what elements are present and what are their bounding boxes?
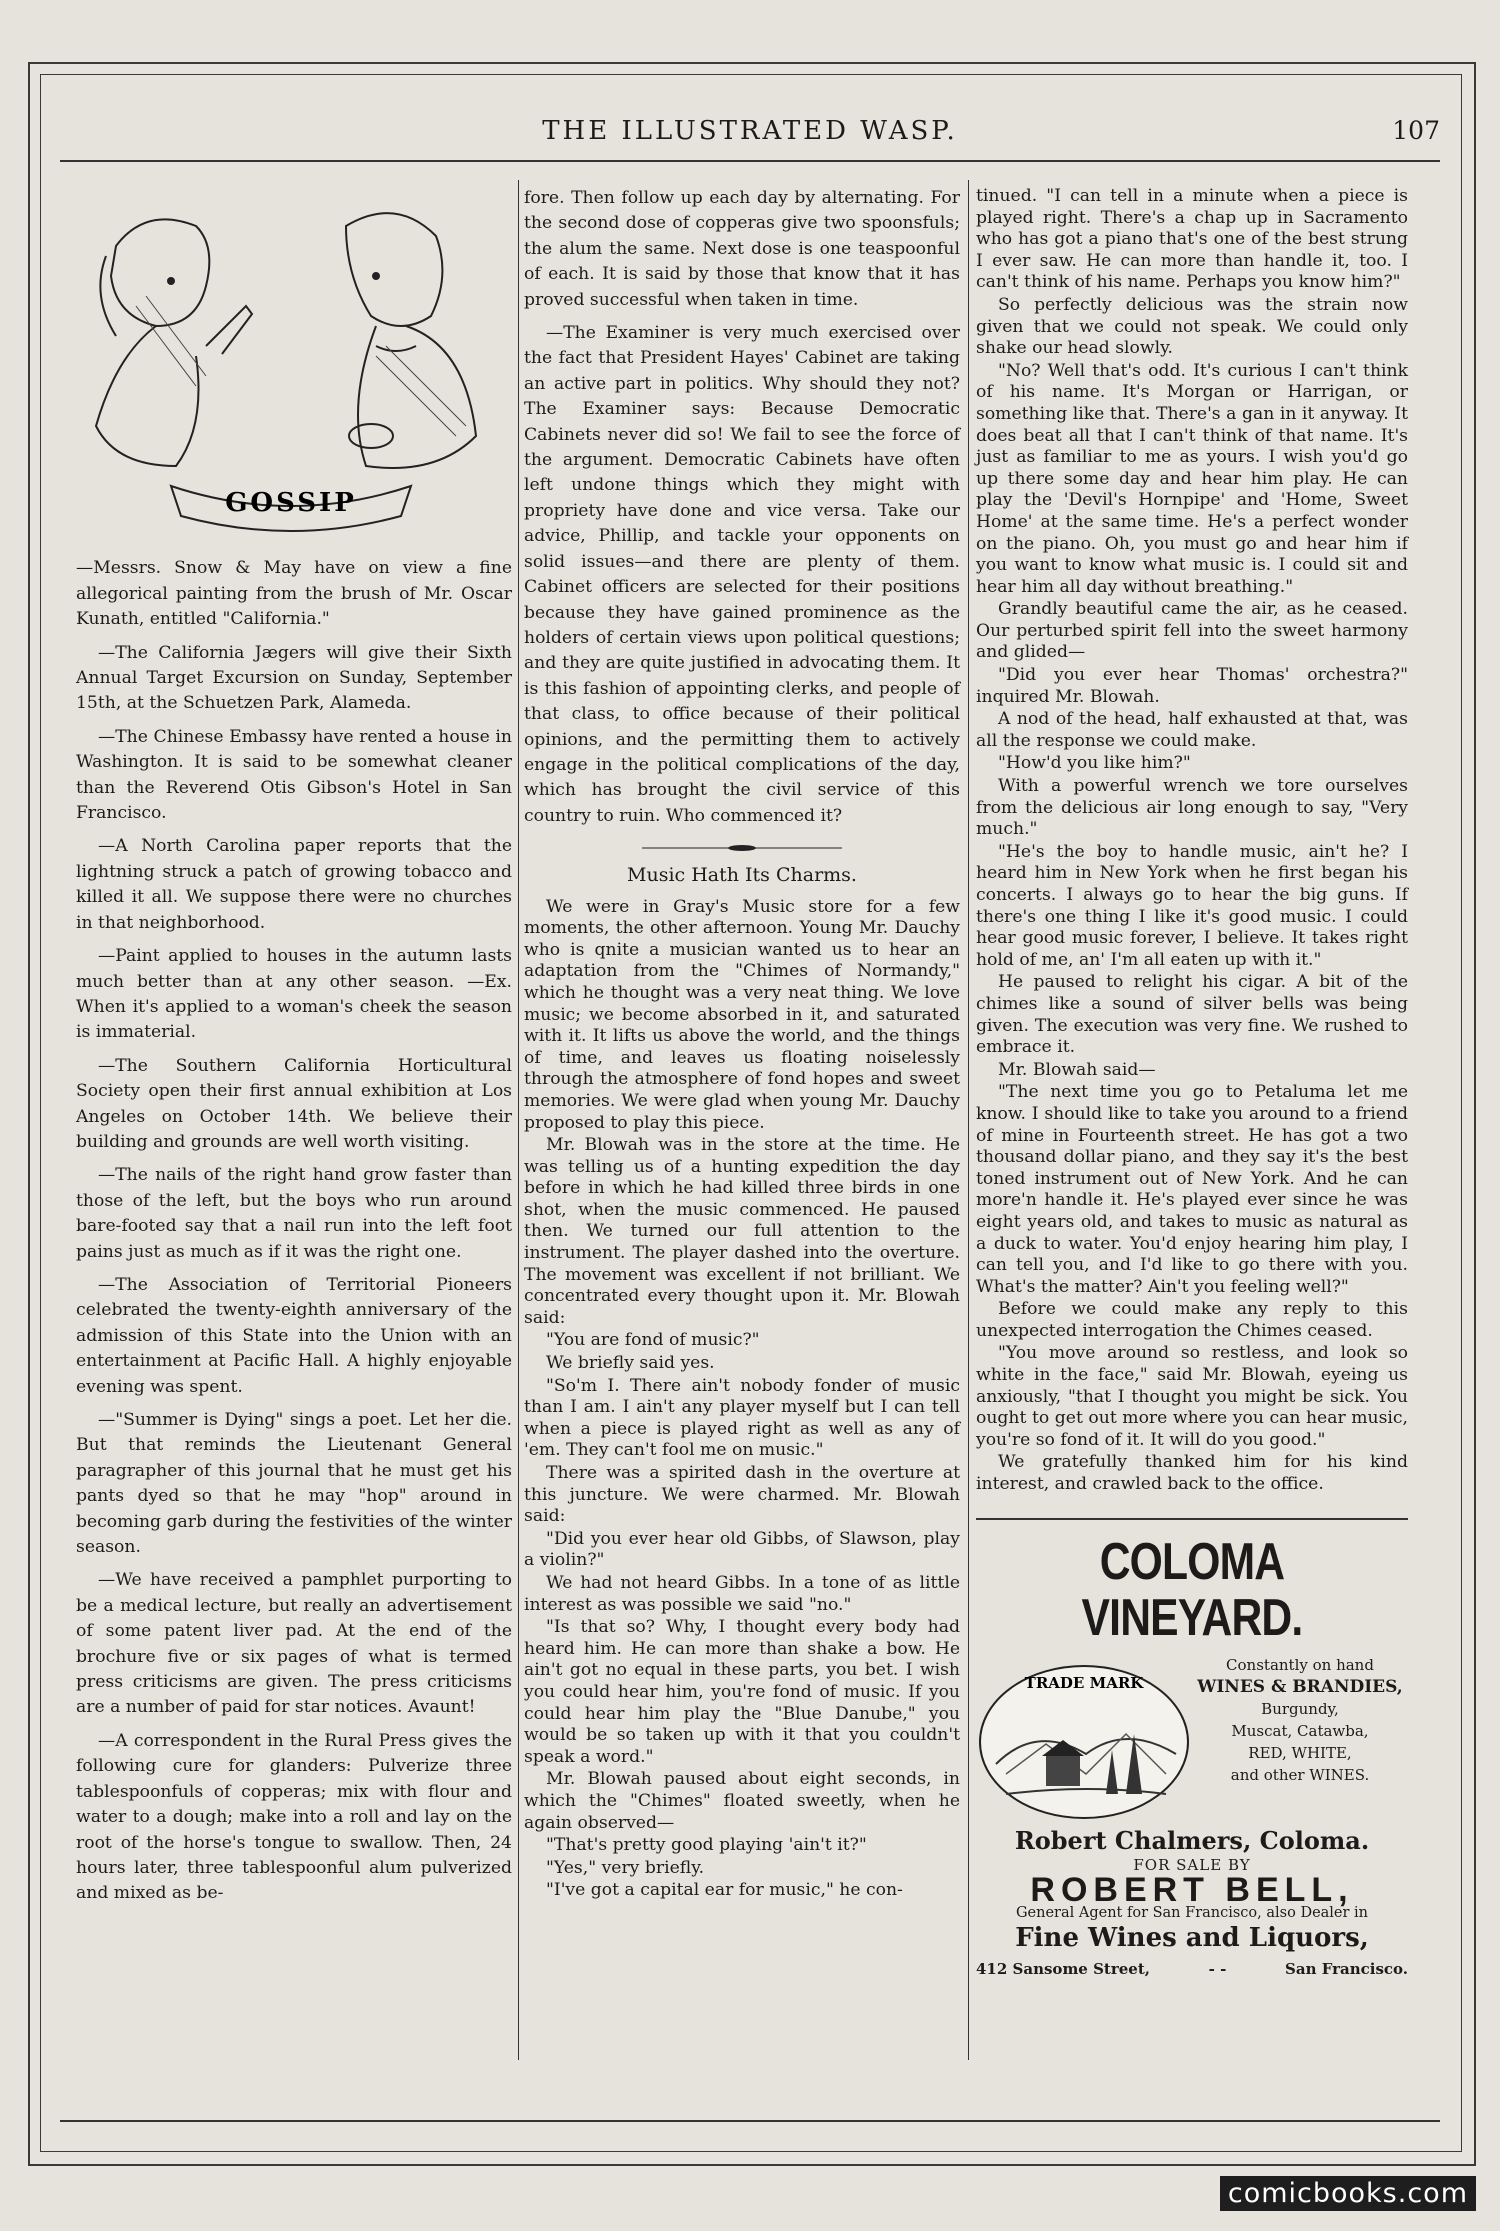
page-header — [60, 112, 1440, 152]
paragraph: We gratefully thanked him for his kind interest, and crawled back to the office. — [976, 1452, 1408, 1495]
ad-for-sale: FOR SALE BY — [1133, 1856, 1251, 1875]
paragraph: We briefly said yes. — [546, 1353, 715, 1374]
gossip-illustration — [76, 186, 506, 542]
paragraph: —The Association of Territorial Pioneers celebrated the twenty-eighth anniversary of the admission of this State into the Union with an entertainment at Pacific Hall. A highly enjoyable evening was spent. — [76, 1274, 512, 1397]
paragraph: "How'd you like him?" — [998, 753, 1191, 774]
paragraph: —We have received a pamphlet purporting to be a medical lecture, but really an advertisement of some patent liver pad. At the end of the brochure five or six pages of what is termed press criticisms are given. The press criticisms are a number of paid for star notices. Avaunt! — [76, 1570, 512, 1718]
ad-burgundy: Burgundy, — [1261, 1699, 1339, 1718]
paragraph: "No? Well that's odd. It's curious I can't think of his name. It's Morgan or Harrigan, or something like that. There's a gan in it anyway. It does beat all that I can't think of that name. It's just as familiar to me as yours. I wish you'd go up there some day and hear him play. He can play the 'Devil's Hornpipe' and 'Home, Sweet Home' at the same time. He's a perfect wonder on the piano. Oh, you must go and hear him if you want to know what music is. I could sit and hear him all day without breathing." — [976, 360, 1408, 597]
column-1 — [76, 186, 512, 1915]
paragraph: "So'm I. There ain't nobody fonder of music than I am. I ain't any player myself but I can tell when a piece is played right as well as any of 'em. They can't fool me on music." — [524, 1375, 960, 1461]
paragraph: There was a spirited dash in the overture at this juncture. We were charmed. Mr. Blowah said: — [524, 1463, 960, 1527]
paragraph: —Paint applied to houses in the autumn lasts much better than at any other season. —Ex. When it's applied to a woman's cheek the season is immaterial. — [76, 946, 512, 1043]
masthead-title: THE ILLUSTRATED WASP. — [542, 116, 958, 146]
ad-wines: WINES & BRANDIES, — [1197, 1676, 1403, 1697]
paragraph: —The Chinese Embassy have rented a house in Washington. It is said to be somewhat cleaner than the Reverend Otis Gibson's Hotel in San Francisco. — [76, 726, 512, 824]
header-rule — [60, 160, 1440, 162]
ad-dashes: - - — [1208, 1960, 1227, 1979]
footer-rule — [60, 2120, 1440, 2122]
paragraph: Mr. Blowah paused about eight seconds, in which the "Chimes" floated sweetly, when he again observed— — [524, 1769, 960, 1833]
ad-chalmers: Robert Chalmers, Coloma. — [1014, 1825, 1370, 1855]
ad-constantly: Constantly on hand — [1226, 1655, 1374, 1674]
paragraph: —The California Jægers will give their Sixth Annual Target Excursion on Sunday, September 15th, at the Schuetzen Park, Alameda. — [76, 642, 512, 714]
paragraph: —The Southern California Horticultural Society open their first annual exhibition at Los Angeles on October 14th. We believe their building and grounds are well worth visiting. — [76, 1055, 512, 1152]
paragraph: "I've got a capital ear for music," he con- — [546, 1880, 903, 1901]
paragraph: With a powerful wrench we tore ourselves from the delicious air long enough to say, "Very much." — [976, 776, 1408, 840]
paragraph: Mr. Blowah was in the store at the time. He was telling us of a hunting expedition the day before in which he had killed three birds in one shot, when the music commenced. He paused then. We turned our full attention to the instrument. The player dashed into the overture. The movement was excellent if not brilliant. We concentrated every thought upon it. Mr. Blowah said: — [524, 1135, 960, 1328]
ad-robert-bell: ROBERT BELL, — [1030, 1871, 1354, 1910]
ad-address: 412 Sansome Street, — [976, 1960, 1150, 1979]
column-2 — [524, 186, 960, 1903]
section-divider — [642, 843, 842, 853]
coloma-vineyard-advertisement — [976, 1518, 1408, 1983]
paragraph: We had not heard Gibbs. In a tone of as little interest as was possible we said "no." — [524, 1572, 960, 1615]
paragraph: "He's the boy to handle music, ain't he? I heard him in New York when he first began his concerts. I always go to hear the big guns. If there's one thing I like it's good music. I could hear good music forever, I believe. It takes right hold of me, an' I'm all eaten up with it." — [976, 841, 1408, 970]
paragraph: fore. Then follow up each day by alternating. For the second dose of copperas give two spoonsfuls; the alum the same. Next dose is one teaspoonful of each. It is said by those that know that it has proved successful when taken in time. — [524, 188, 960, 310]
paragraph: He paused to relight his cigar. A bit of the chimes like a sound of silver bells was being given. The execution was very fine. We rushed to embrace it. — [976, 972, 1408, 1058]
paragraph: "You are fond of music?" — [546, 1330, 760, 1351]
paragraph: "Yes," very briefly. — [546, 1857, 705, 1878]
ad-address-line — [976, 1957, 1408, 1982]
paragraph: tinued. "I can tell in a minute when a piece is played right. There's a chap up in Sacramento who has got a piano that's one of the best strung I ever saw. He can more than handle it, too. I can't think of his name. Perhaps you know him?" — [976, 186, 1408, 293]
trade-mark-label: TRADE MARK — [1024, 1673, 1144, 1692]
paragraph: —A correspondent in the Rural Press gives the following cure for glanders: Pulverize three tablespoonfuls of copperas; mix with flour and water to a dough; make into a roll and lay on the root of the horse's tongue to swallow. Then, 24 hours later, three tablespoonful alum pulverized and mixed as be- — [76, 1730, 512, 1904]
paragraph: "The next time you go to Petaluma let me know. I should like to take you around to a friend of mine in Fourteenth street. He has got a two thousand dollar piano, and they say it's the best toned instrument out of New York. And he can more'n handle it. He's played ever since he was eight years old, and takes to music as natural as a duck to water. You'd enjoy hearing him play, I can tell you, and I'd like to go there with you. What's the matter? Ain't you feeling well?" — [976, 1082, 1408, 1297]
paragraph: "You move around so restless, and look so white in the face," said Mr. Blowah, eyeing us anxiously, "that I thought you might be sick. You ought to get out more where you can hear music, you're so fond of it. It will do you good." — [976, 1343, 1408, 1450]
ad-muscat: Muscat, Catawba, — [1231, 1721, 1369, 1740]
column-divider-2 — [968, 180, 969, 2060]
paragraph: —The nails of the right hand grow faster than those of the left, but the boys who run around bare-footed say that a nail run into the left foot pains just as much as if it was the right one. — [76, 1165, 512, 1262]
ad-other-wines: and other WINES. — [1230, 1765, 1370, 1784]
watermark: comicbooks.com — [1220, 2176, 1476, 2211]
ad-agent: General Agent for San Francisco, also Dealer in — [1015, 1904, 1369, 1921]
paragraph: —A North Carolina paper reports that the lightning struck a patch of growing tobacco and killed it all. We suppose there were no churches in that neighborhood. — [76, 836, 512, 933]
gossip-caption: GOSSIP — [225, 488, 357, 518]
paragraph: Mr. Blowah said— — [998, 1059, 1156, 1080]
paragraph: —"Summer is Dying" sings a poet. Let her die. But that reminds the Lieutenant General paragrapher of this journal that he must get his pants dyed so that he may "hop" around in becoming garb during the festivities of the winter season. — [76, 1410, 512, 1558]
ad-title: COLOMA VINEYARD. — [1081, 1532, 1303, 1647]
paragraph: So perfectly delicious was the strain now given that we could not speak. We could only shake our head slowly. — [976, 294, 1408, 359]
column-3 — [976, 186, 1408, 1983]
ad-fine-wines: Fine Wines and Liquors, — [1015, 1922, 1369, 1953]
paragraph: "Did you ever hear old Gibbs, of Slawson, play a violin?" — [524, 1528, 960, 1571]
paragraph: We were in Gray's Music store for a few moments, the other afternoon. Young Mr. Dauchy who is qnite a musician wanted us to hear an adaptation from the "Chimes of Normandy," which he thought was a very neat thing. We love music; we become absorbed in it, and saturated with it. It lifts us above the world, and the things of time, and leaves us floating noiselessly through the atmosphere of fond hopes and sweet memories. We were glad when young Mr. Dauchy proposed to play this piece. — [524, 896, 960, 1133]
paragraph: "Is that so? Why, I thought every body had heard him. He can more than shake a bow. He ain't got no equal in these parts, you bet. I wish you could hear him, you're fond of music. If you could hear him play the "Blue Danube," you would be so taken up with it that you couldn't speak a word." — [524, 1617, 960, 1767]
column-divider-1 — [518, 180, 519, 2060]
paragraph: "Did you ever hear Thomas' orchestra?" inquired Mr. Blowah. — [976, 665, 1408, 707]
trade-mark-logo — [976, 1654, 1192, 1824]
paragraph: Grandly beautiful came the air, as he ceased. Our perturbed spirit fell into the sweet harmony and glided— — [976, 599, 1408, 663]
paragraph: —Messrs. Snow & May have on view a fine allegorical painting from the brush of Mr. Oscar Kunath, entitled "California." — [76, 558, 512, 630]
ad-city: San Francisco. — [1285, 1960, 1408, 1979]
paragraph: A nod of the head, half exhausted at that, was all the response we could make. — [976, 709, 1408, 751]
page-number: 107 — [1392, 116, 1440, 145]
paragraph: Before we could make any reply to this unexpected interrogation the Chimes ceased. — [976, 1299, 1408, 1341]
paragraph: "That's pretty good playing 'ain't it?" — [546, 1835, 867, 1856]
ad-red-white: RED, WHITE, — [1248, 1743, 1352, 1762]
music-section-title: Music Hath Its Charms. — [627, 864, 857, 887]
paragraph: —The Examiner is very much exercised over the fact that President Hayes' Cabinet are taking an active part in politics. Why should they not? The Examiner says: Because Democratic Cabinets never did so! We fail to see the force of the argument. Democratic Cabinets have often left undone things which they might with propriety have done and vice versa. Take our advice, Phillip, and tackle your opponents on solid issues—and there are plenty of them. Cabinet officers are selected for their positions because they have gained prominence as the holders of certain views upon political questions; and they are quite justified in advocating them. It is this fashion of appointing clerks, and people of that class, to office because of their political opinions, and the permitting them to actively engage in the political complications of the day, which has brought the civil service of this country to ruin. Who commenced it? — [524, 323, 960, 826]
